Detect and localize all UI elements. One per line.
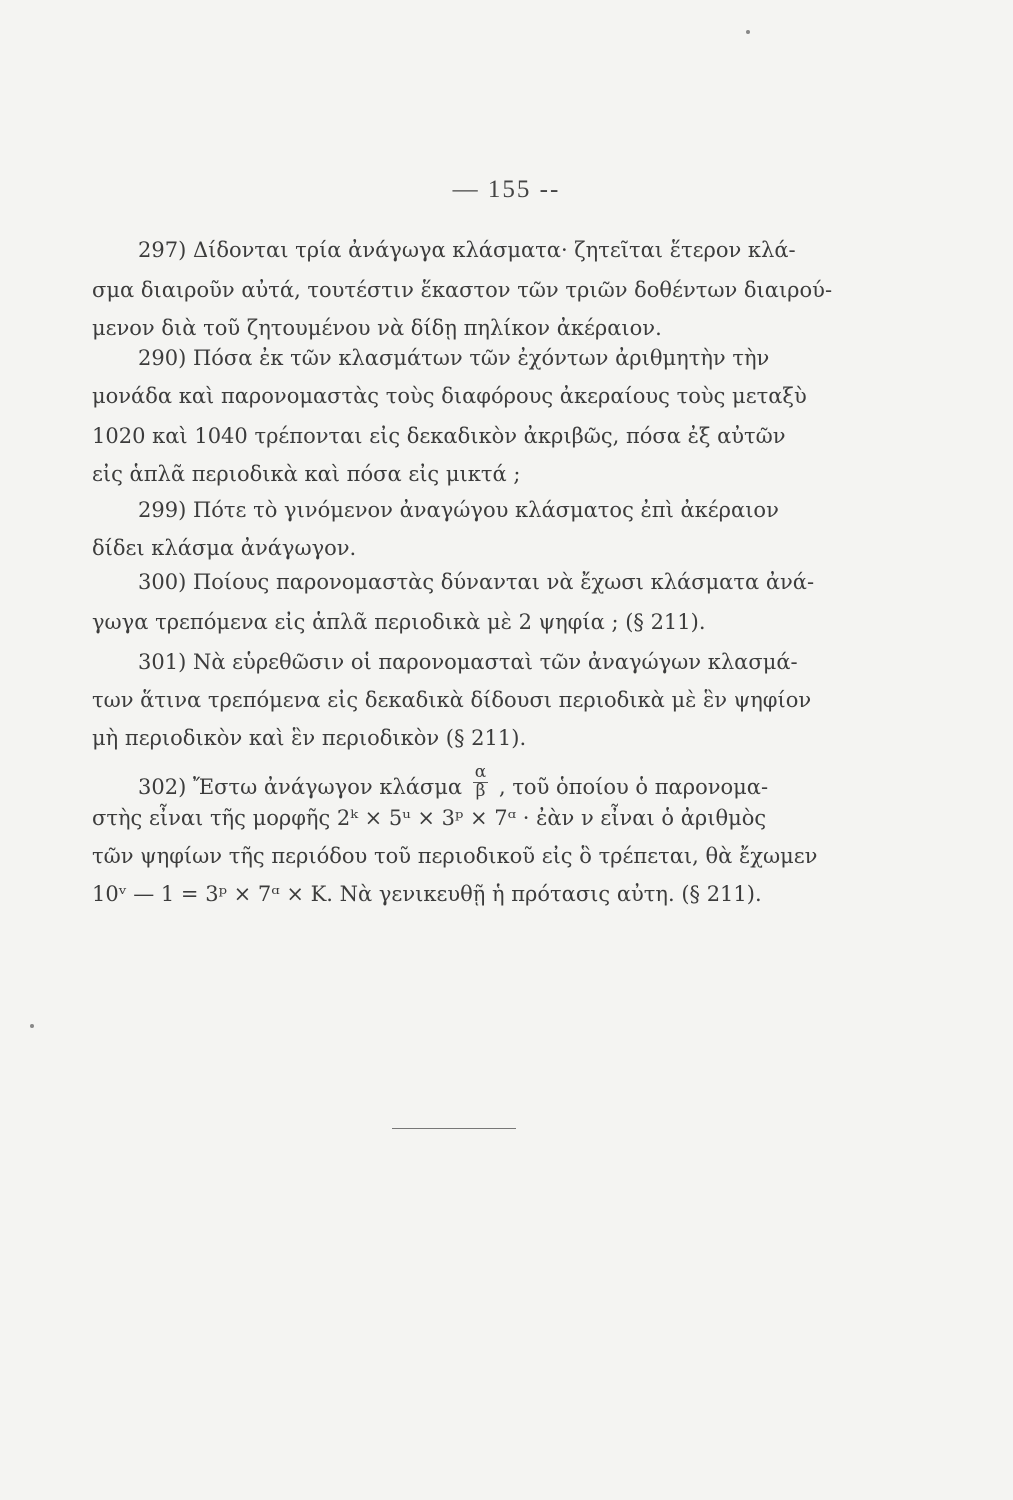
p301-line-3: μὴ περιοδικὸν καὶ ἓν περιοδικὸν (§ 211). <box>92 726 527 750</box>
p297-line-2: σμα διαιροῦν αὐτά, τουτέστιν ἕκαστον τῶν τριῶν δοθέντων διαιρού- <box>92 278 833 302</box>
fraction-alpha-beta <box>473 764 488 801</box>
p301-line-2: των ἅτινα τρεπόμενα εἰς δεκαδικὰ δίδουσι περιοδικὰ μὲ ἓν ψηφίον <box>92 688 812 712</box>
p300-line-2: γωγα τρεπόμενα εἰς ἁπλᾶ περιοδικὰ μὲ 2 ψηφία ; (§ 211). <box>92 610 706 634</box>
p302-line-2: στὴς εἶναι τῆς μορφῆς 2ᵏ × 5ᵘ × 3ᵖ × 7ᵅ · ἐὰν ν εἶναι ὁ ἀριθμὸς <box>92 806 767 830</box>
p290-line-3: 1020 καὶ 1040 τρέπονται εἰς δεκαδικὸν ἀκριβῶς, πόσα ἐξ αὐτῶν <box>92 424 786 448</box>
fraction-denominator: β <box>475 780 486 801</box>
p297-line-1: 297) Δίδονται τρία ἀνάγωγα κλάσματα· ζητεῖται ἕτερον κλά- <box>138 238 796 262</box>
p302-line-1-end: , τοῦ ὁποίου ὁ παρονομα- <box>498 774 769 799</box>
p302-line-1 <box>138 762 769 807</box>
p299-line-1: 299) Πότε τὸ γινόμενον ἀναγώγου κλάσματος ἐπὶ ἀκέραιον <box>138 498 779 522</box>
p302-line-1-start: 302) Ἔστω ἀνάγωγον κλάσμα <box>138 774 463 799</box>
p290-line-4: εἰς ἁπλᾶ περιοδικὰ καὶ πόσα εἰς μικτά ; <box>92 462 521 486</box>
section-divider <box>392 1128 516 1129</box>
p300-line-1: 300) Ποίους παρονομαστὰς δύνανται νὰ ἔχωσι κλάσματα ἀνά- <box>138 570 815 594</box>
fraction-numerator: α <box>474 762 487 782</box>
p290-line-2: μονάδα καὶ παρονομαστὰς τοὺς διαφόρους ἀκεραίους τοὺς μεταξὺ <box>92 384 807 408</box>
p302-line-4: 10ᵛ — 1 = 3ᵖ × 7ᵅ × Κ. Νὰ γενικευθῇ ἡ πρότασις αὐτη. (§ 211). <box>92 882 762 906</box>
p299-line-2: δίδει κλάσμα ἀνάγωγον. <box>92 536 357 560</box>
speck-mark <box>30 1024 34 1028</box>
p302-line-3: τῶν ψηφίων τῆς περιόδου τοῦ περιοδικοῦ εἰς ὃ τρέπεται, θὰ ἔχωμεν <box>92 844 818 868</box>
p301-line-1: 301) Νὰ εὑρεθῶσιν οἱ παρονομασταὶ τῶν ἀναγώγων κλασμά- <box>138 650 798 674</box>
page-number: — 155 -- <box>452 176 561 203</box>
p297-line-3: μενον διὰ τοῦ ζητουμένου νὰ δίδῃ πηλίκον ἀκέραιον. <box>92 316 662 340</box>
speck-mark <box>746 30 750 34</box>
p290-line-1: 290) Πόσα ἐκ τῶν κλασμάτων τῶν ἐχόντων ἀριθμητὴν τὴν <box>138 346 770 370</box>
